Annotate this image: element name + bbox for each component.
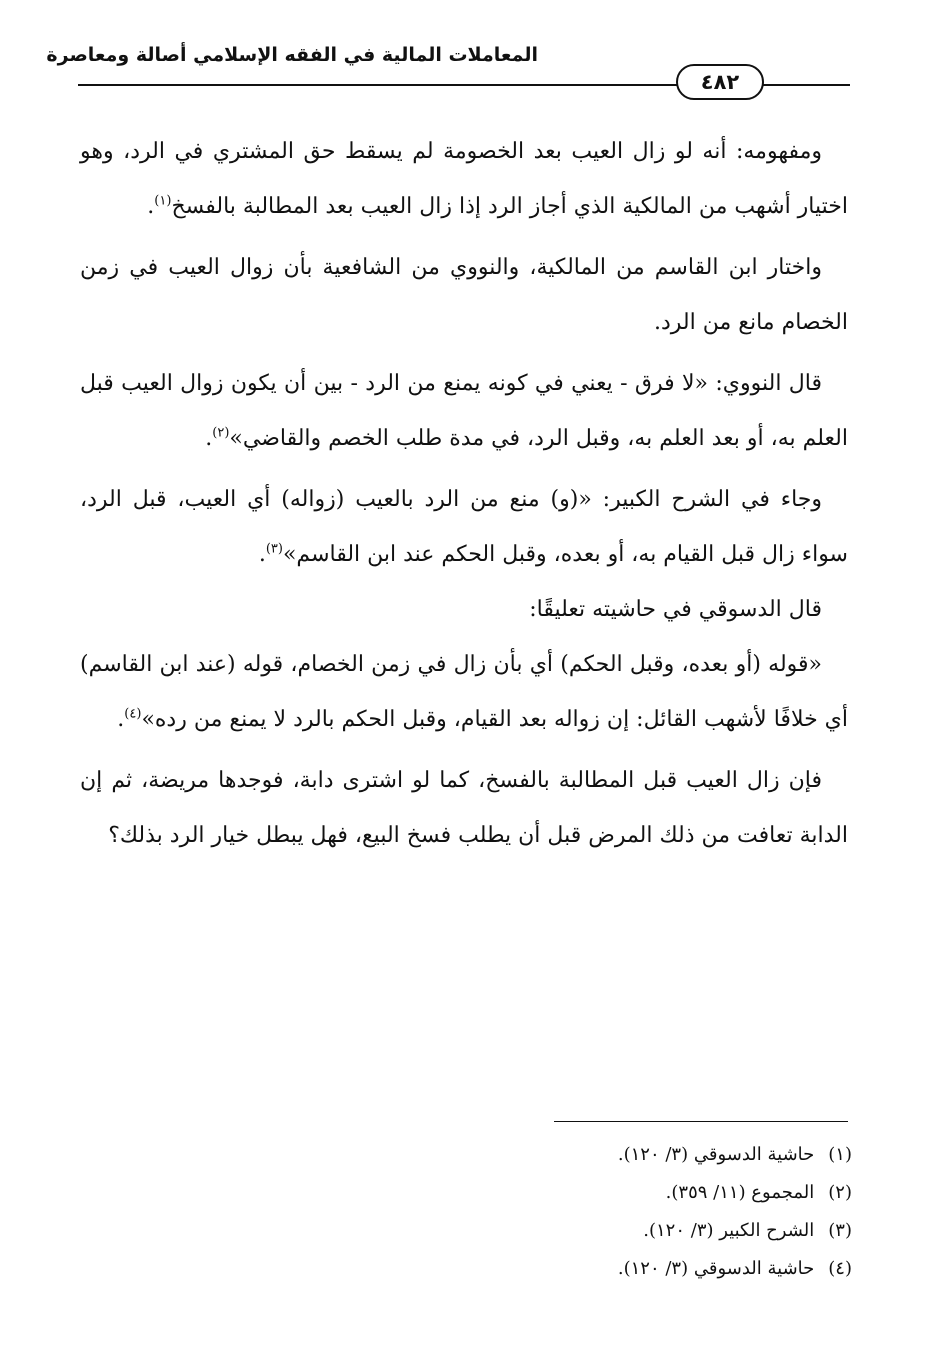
page-number: ٤٨٢ xyxy=(676,64,764,100)
paragraph-text: «قوله (أو بعده، وقبل الحكم) أي بأن زال في زمن الخصام، قوله (عند ابن القاسم) أي خلافًا لأشهب القائل: إن زواله بعد القيام، وقبل الحكم بالرد لا يمنع من رده» xyxy=(80,652,848,732)
footnote-number: (٣) xyxy=(828,1220,852,1241)
footnote-ref-4: (٤) xyxy=(124,706,142,722)
footnote-4 xyxy=(292,1250,852,1288)
footnote-ref-2: (٢) xyxy=(212,425,230,441)
paragraph-text: قال النووي: «لا فرق - يعني في كونه يمنع من الرد - بين أن يكون زوال العيب قبل العلم به، أو بعد العلم به، وقبل الرد، في مدة طلب الخصم والقاضي» xyxy=(80,371,848,451)
footnote-ref-1: (١) xyxy=(154,193,172,209)
footnote-number: (١) xyxy=(828,1144,852,1165)
paragraph-3 xyxy=(80,356,848,466)
paragraph-end: . xyxy=(147,194,155,219)
footnote-rule xyxy=(554,1121,848,1122)
paragraph-text: قال الدسوقي في حاشيته تعليقًا: xyxy=(529,597,822,622)
paragraph-1 xyxy=(80,124,848,234)
footnote-1 xyxy=(292,1136,852,1174)
footnote-2 xyxy=(292,1174,852,1212)
running-title: المعاملات المالية في الفقه الإسلامي أصالة ومعاصرة xyxy=(46,44,538,66)
paragraph-end: . xyxy=(117,707,125,732)
footnotes xyxy=(292,1136,852,1288)
paragraph-2 xyxy=(80,240,848,350)
footnote-number: (٤) xyxy=(828,1258,852,1279)
body-text xyxy=(80,124,848,869)
paragraph-end: . xyxy=(258,542,266,567)
paragraph-6 xyxy=(80,637,848,747)
paragraph-end: . xyxy=(205,426,213,451)
footnote-text: المجموع (١١/ ٣٥٩). xyxy=(665,1182,815,1203)
paragraph-5 xyxy=(80,582,848,637)
footnote-number: (٢) xyxy=(828,1182,852,1203)
paragraph-text: ومفهومه: أنه لو زال العيب بعد الخصومة لم يسقط حق المشتري في الرد، وهو اختيار أشهب من المالكية الذي أجاز الرد إذا زال العيب بعد المطالبة بالفسخ xyxy=(80,139,848,219)
paragraph-4 xyxy=(80,472,848,582)
footnote-3 xyxy=(292,1212,852,1250)
footnote-text: الشرح الكبير (٣/ ١٢٠). xyxy=(643,1220,815,1241)
paragraph-text: وجاء في الشرح الكبير: «(و) منع من الرد بالعيب (زواله) أي العيب، قبل الرد، سواء زال قبل القيام به، أو بعده، وقبل الحكم عند ابن القاسم» xyxy=(80,487,848,567)
paragraph-text: فإن زال العيب قبل المطالبة بالفسخ، كما لو اشترى دابة، فوجدها مريضة، ثم إن الدابة تعافت من ذلك المرض قبل أن يطلب فسخ البيع، فهل يبطل خيار الرد بذلك؟ xyxy=(80,768,848,848)
paragraph-7 xyxy=(80,753,848,863)
footnote-text: حاشية الدسوقي (٣/ ١٢٠). xyxy=(617,1144,815,1165)
footnote-text: حاشية الدسوقي (٣/ ١٢٠). xyxy=(617,1258,815,1279)
footnote-ref-3: (٣) xyxy=(265,541,283,557)
paragraph-text: واختار ابن القاسم من المالكية، والنووي من الشافعية بأن زوال العيب في زمن الخصام مانع من الرد. xyxy=(80,255,848,335)
